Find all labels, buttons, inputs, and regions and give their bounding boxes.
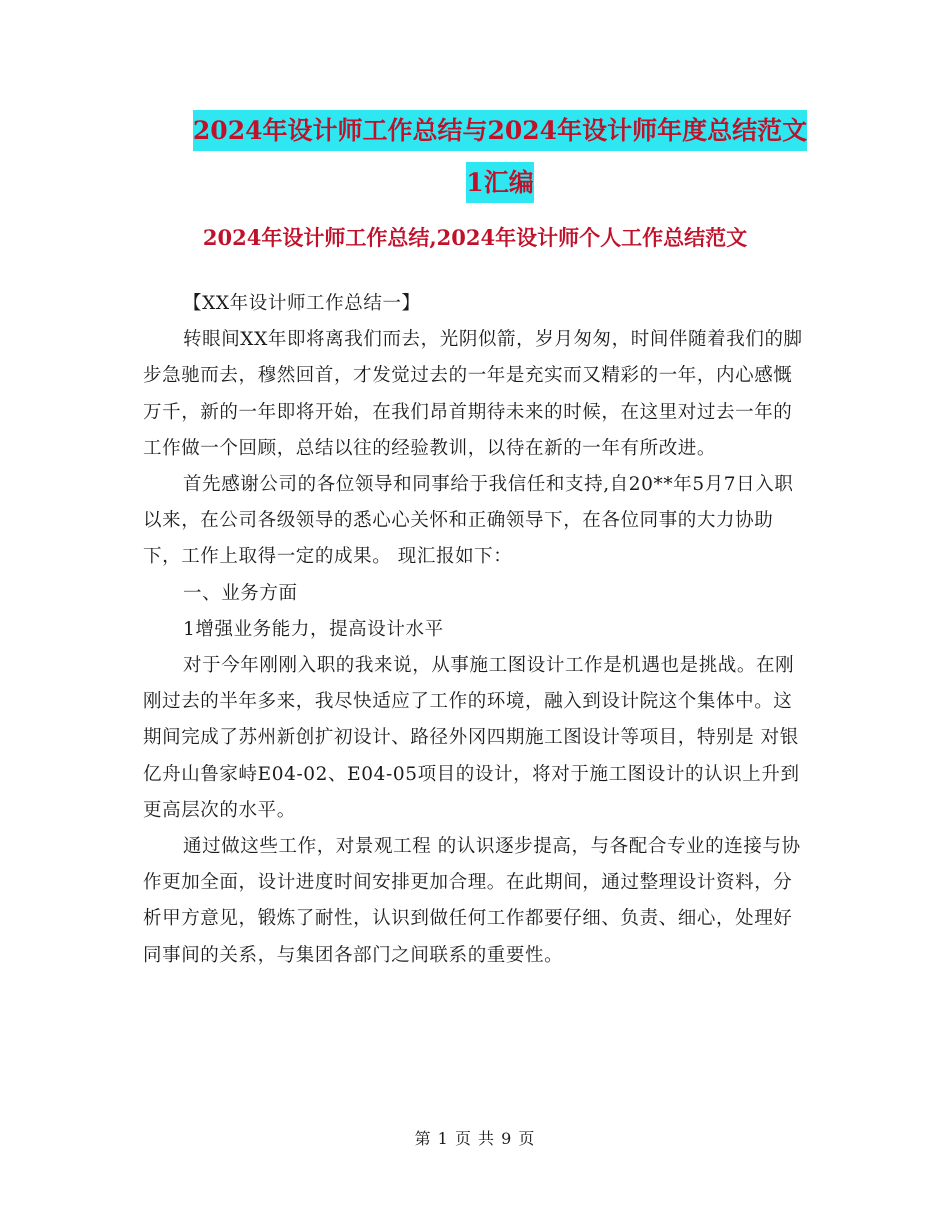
page-footer: 第 1 页 共 9 页 — [414, 1129, 536, 1148]
paragraph: 首先感谢公司的各位领导和同事给于我信任和支持,自20**年5月7日入职以来，在公司各级领导的悉心心关怀和正确领导下，在各位同事的大力协助下，工作上取得一定的成果。 现汇报如下： — [143, 474, 794, 568]
section-heading: 一、业务方面 — [183, 582, 298, 604]
paragraph: 转眼间XX年即将离我们而去，光阴似箭，岁月匆匆，时间伴随着我们的脚步急驰而去，穆然回首，才发觉过去的一年是充实而又精彩的一年，内心感慨万千，新的一年即将开始，在我们昂首期待未来的时候，在这里对过去一年的工作做一个回顾，总结以往的经验教训，以待在新的一年有所改进。 — [143, 329, 803, 459]
document-body — [143, 286, 803, 974]
title-line-2: 1汇编 — [466, 162, 533, 203]
document-subtitle: 2024年设计师工作总结,2024年设计师个人工作总结范文 — [202, 225, 748, 250]
title-line-1: 2024年设计师工作总结与2024年设计师年度总结范文 — [193, 110, 807, 151]
sub-heading: 1增强业务能力，提高设计水平 — [183, 618, 444, 640]
document-title — [180, 112, 820, 202]
paragraph: 通过做这些工作，对景观工程 的认识逐步提高，与各配合专业的连接与协作更加全面，设计进度时间安排更加合理。在此期间，通过整理设计资料，分析甲方意见，锻炼了耐性，认识到做任何工作都要仔细、负责、细心，处理好同事间的关系，与集团各部门之间联系的重要性。 — [143, 836, 801, 966]
section-heading: 【XX年设计师工作总结一】 — [183, 293, 421, 314]
paragraph: 对于今年刚刚入职的我来说，从事施工图设计工作是机遇也是挑战。在刚刚过去的半年多来，我尽快适应了工作的环境，融入到设计院这个集体中。这期间完成了苏州新创扩初设计、路径外冈四期施工图设计等项目，特别是 对银亿舟山鲁家峙E04-02、E04-05项目的设计，将对于施工图设计的认识上升到更高层次的水平。 — [143, 655, 800, 821]
